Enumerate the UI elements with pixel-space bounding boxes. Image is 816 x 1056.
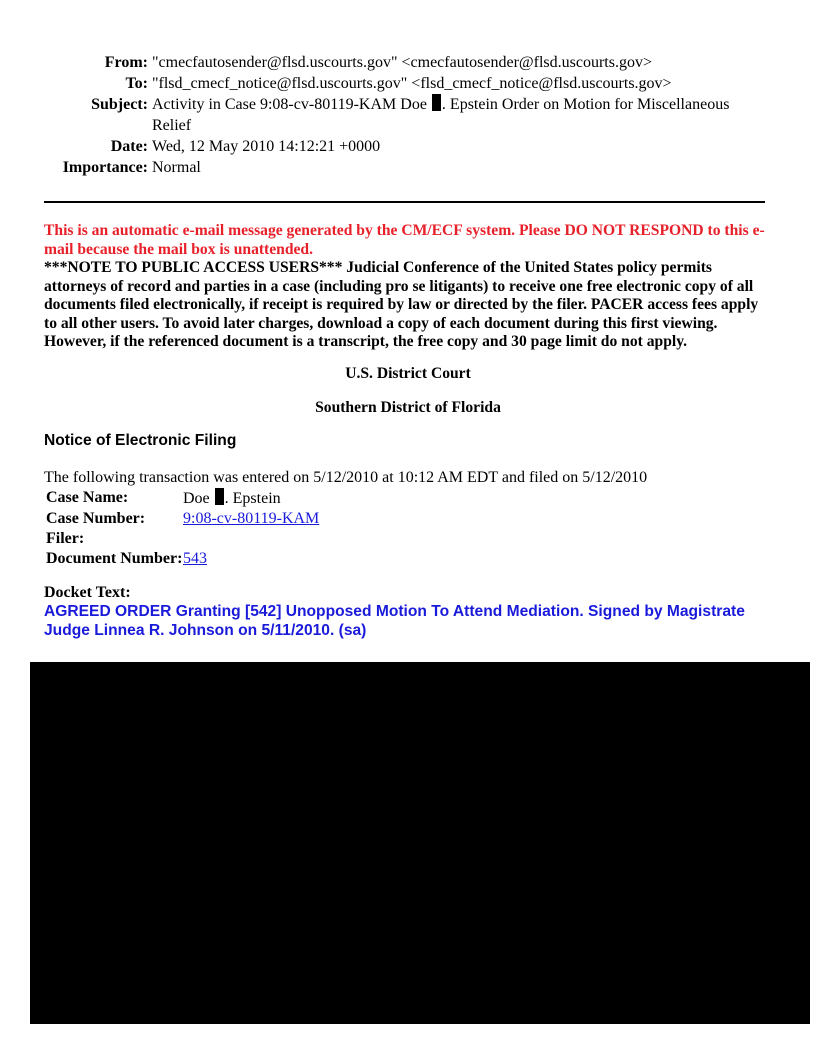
filer-row [46, 529, 319, 549]
system-notice [44, 222, 772, 352]
header-divider [44, 201, 765, 203]
case-info-table [46, 488, 319, 569]
document-number-label: Document Number: [46, 550, 183, 567]
importance-row [44, 157, 752, 178]
filer-label: Filer: [46, 530, 85, 547]
from-value: "cmecfautosender@flsd.uscourts.gov" <cmecfautosender@flsd.uscourts.gov> [152, 54, 652, 71]
transaction-text: The following transaction was entered on 5/12/2010 at 10:12 AM EDT and filed on 5/12/2010 [44, 469, 648, 486]
public-access-note: ***NOTE TO PUBLIC ACCESS USERS*** Judicial Conference of the United States policy permits attorneys of record and parties in a case (including pro se litigants) to receive one free electronic copy of all documents filed electronically, if receipt is required by law or directed by the filer. PACER access fees apply to all other users. To avoid later charges, download a copy of each document during this first viewing. However, if the referenced document is a transcript, the free copy and 30 page limit do not apply. [44, 259, 759, 350]
court-district: Southern District of Florida [315, 399, 501, 416]
subject-row [44, 94, 752, 136]
from-row [44, 52, 752, 73]
case-name-label: Case Name: [46, 489, 129, 506]
date-row [44, 136, 752, 157]
case-number-label: Case Number: [46, 510, 146, 527]
docket-text: AGREED ORDER Granting [542] Unopposed Motion To Attend Mediation. Signed by Magistrate Judge Linnea R. Johnson on 5/11/2010. (sa) [44, 603, 745, 639]
subject-value [152, 94, 752, 136]
case-name-end: . Epstein [224, 490, 281, 507]
date-label: Date: [110, 138, 148, 155]
to-label: To: [125, 75, 148, 92]
date-value: Wed, 12 May 2010 14:12:21 +0000 [152, 138, 381, 155]
importance-label: Importance: [62, 159, 148, 176]
subject-text-end: . Epstein Order on Motion for Miscellaneous Relief [152, 96, 730, 134]
nef-title: Notice of Electronic Filing [44, 432, 237, 449]
redaction-mark [215, 488, 224, 505]
case-number-link[interactable]: 9:08-cv-80119-KAM [183, 510, 320, 527]
case-name-row [46, 488, 319, 509]
redaction-block [30, 662, 810, 1024]
subject-label: Subject: [91, 96, 148, 113]
to-value: "flsd_cmecf_notice@flsd.uscourts.gov" <flsd_cmecf_notice@flsd.uscourts.gov> [152, 75, 672, 92]
auto-email-warning: This is an automatic e-mail message generated by the CM/ECF system. Please DO NOT RESPOND to this e-mail because the mail box is unattended. [44, 222, 765, 258]
importance-value: Normal [152, 159, 201, 176]
document-number-link[interactable]: 543 [183, 550, 207, 567]
email-headers [44, 52, 752, 178]
subject-text-start: Activity in Case 9:08-cv-80119-KAM Doe [152, 96, 427, 113]
document-number-row [46, 549, 319, 569]
case-name-start: Doe [183, 490, 210, 507]
from-label: From: [104, 54, 148, 71]
case-name-value [183, 488, 281, 509]
case-number-row [46, 509, 319, 529]
court-name: U.S. District Court [345, 365, 471, 382]
redaction-mark [432, 94, 441, 111]
docket-label: Docket Text: [44, 584, 131, 601]
to-row [44, 73, 752, 94]
